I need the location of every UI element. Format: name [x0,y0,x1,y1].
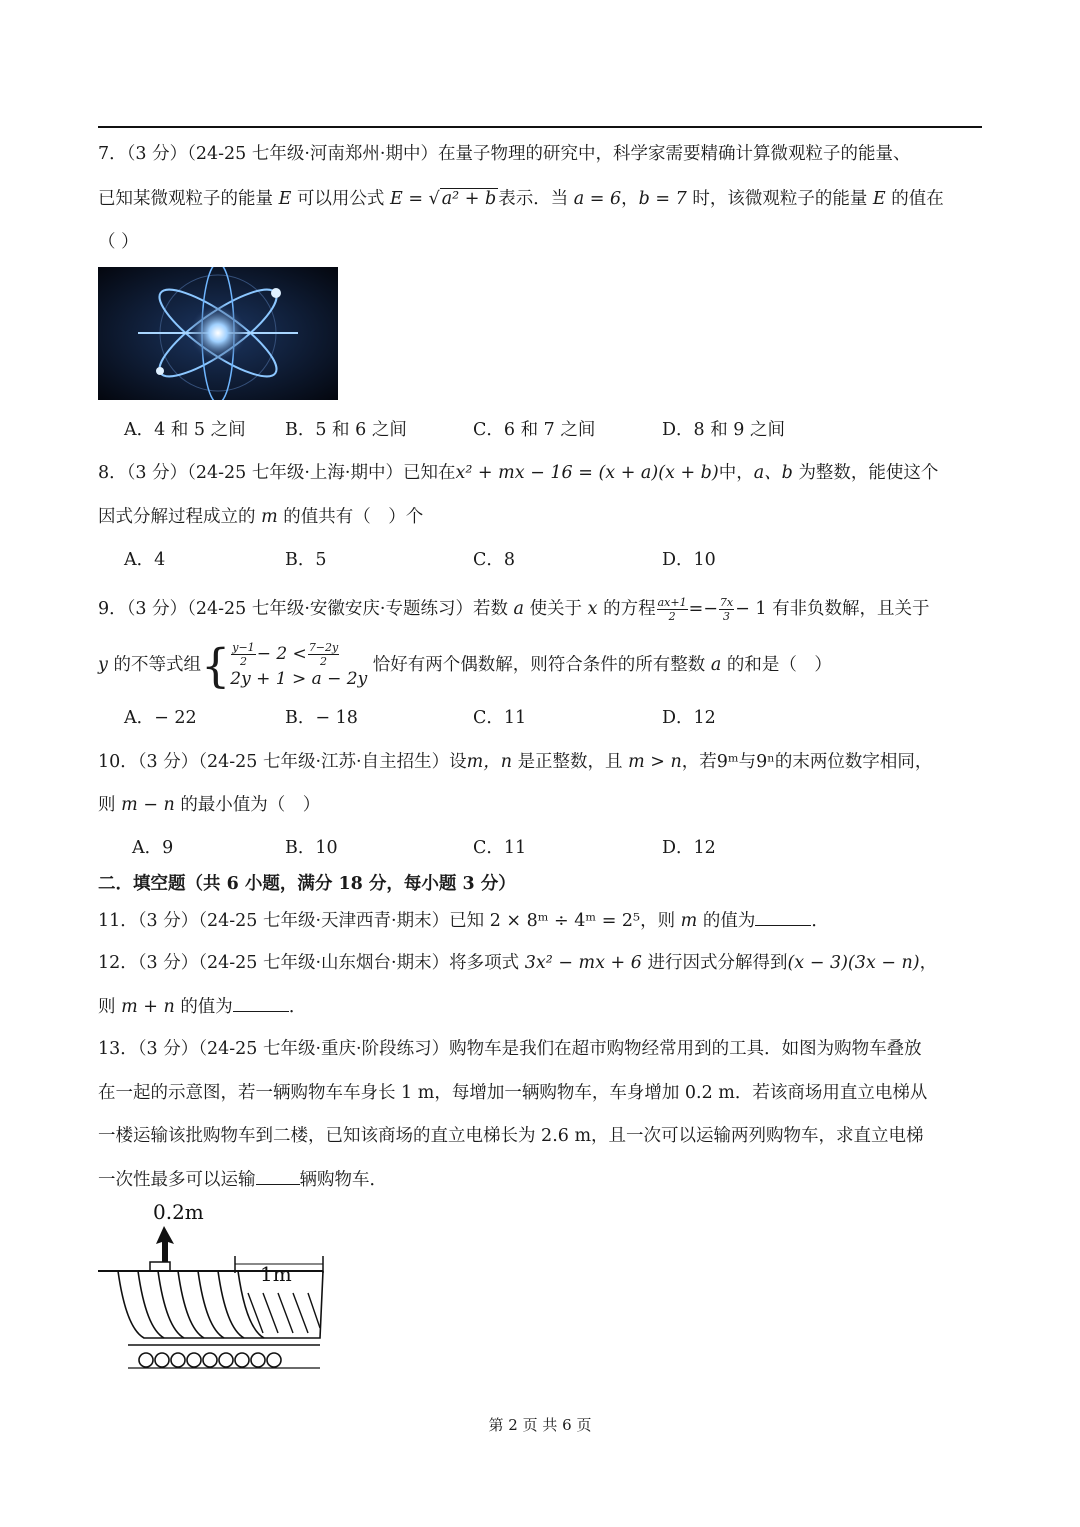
q8-option-b[interactable]: B．5 [285,550,327,570]
q8-line2: 因式分解过程成立的 m 的值共有（ ）个 [98,507,424,527]
q13-line4: 一次性最多可以运输 辆购物车． [98,1166,988,1193]
q8-line1: 8．（3 分）（24-25 七年级·上海·期中）已知在x² + mx − 16 = (x + a)(x + b)中，a、b 为整数，能使这个 [98,463,939,483]
q9-fraction-2: $\frac{7x}{3}$ [719,596,734,623]
q7-bracket: （ ） [98,232,139,252]
q9-line1: 9．（3 分）（24-25 七年级·安徽安庆·专题练习）若数 a 使关于 x 的方程 $\frac{ax+1}{2}$ =− $\frac{7x}{3}$ − 1 有非负数解，且关于 [98,596,930,623]
q11-answer-blank[interactable] [755,907,811,926]
q9-system-brace: { [200,638,231,693]
up-arrow-icon [156,1226,174,1262]
q8-option-d[interactable]: D．10 [662,550,716,570]
page-footer: 第 2 页 共 6 页 [488,1416,592,1434]
q9-option-c[interactable]: C．11 [473,708,527,728]
atom-image [98,267,338,400]
q13-answer-blank[interactable] [256,1166,300,1185]
q7-option-d[interactable]: D．8 和 9 之间 [662,420,785,440]
q9-option-a[interactable]: A．− 22 [124,708,197,728]
fig-label-1m: 1m [260,1262,292,1286]
q12-line1: 12．（3 分）（24-25 七年级·山东烟台·期末）将多项式 3x² − mx + 6 进行因式分解得到(x − 3)(3x − n)， [98,953,938,973]
q13-line1: 13．（3 分）（24-25 七年级·重庆·阶段练习）购物车是我们在超市购物经常用到的工具．如图为购物车叠放 [98,1039,922,1059]
q12-line2: 则 m + n 的值为 ． [98,993,988,1020]
q12-answer-blank[interactable] [233,993,289,1012]
q10-option-a[interactable]: A．9 [132,838,174,858]
q7-option-b[interactable]: B．5 和 6 之间 [285,420,407,440]
section-title-fill-blank: 二．填空题（共 6 小题，满分 18 分，每小题 3 分） [98,874,516,894]
q9-option-b[interactable]: B．− 18 [285,708,358,728]
header-rule [98,126,982,128]
fig-label-0.2m: 0.2m [153,1200,204,1224]
q8-option-c[interactable]: C．8 [473,550,516,570]
q10-line1: 10．（3 分）（24-25 七年级·江苏·自主招生）设m，n 是正整数，且 m > n，若9ᵐ与9ⁿ的末两位数字相同， [98,752,933,772]
q7-line2: 已知某微观粒子的能量 E 可以用公式 E = √ a² + b 表示．当 a = 6，b = 7 时，该微观粒子的能量 E 的值在 [98,189,944,209]
q7-option-c[interactable]: C．6 和 7 之间 [473,420,596,440]
q10-option-b[interactable]: B．10 [285,838,338,858]
q10-option-d[interactable]: D．12 [662,838,716,858]
q9-fraction-1: $\frac{ax+1}{2}$ [657,596,687,623]
q13-line3: 一楼运输该批购物车到二楼，已知该商场的直立电梯长为 2.6 m，且一次可以运输两列购物车，求直立电梯 [98,1126,924,1146]
q13-line2: 在一起的示意图，若一辆购物车车身长 1 m，每增加一辆购物车，车身增加 0.2 m．若该商场用直立电梯从 [98,1083,928,1103]
q8-option-a[interactable]: A．4 [124,550,166,570]
q7-option-a[interactable]: A．4 和 5 之间 [124,420,246,440]
q10-option-c[interactable]: C．11 [473,838,527,858]
q9-option-d[interactable]: D．12 [662,708,716,728]
q7-line1: 7．（3 分）（24-25 七年级·河南郑州·期中）在量子物理的研究中，科学家需要精确计算微观粒子的能量、 [98,144,911,164]
q10-line2: 则 m − n 的最小值为（ ） [98,795,321,815]
q9-line2: y 的不等式组{ $\frac{y-1}{2}$ − 2 < $\frac{7-2y}{2}$ 2y + 1 > a − 2y 恰好有两个偶数解，则符合条件的所有整数 a 的和是（ ） [98,638,832,693]
q9-inequality-system: $\frac{y-1}{2}$ − 2 < $\frac{7-2y}{2}$ 2y + 1 > a − 2y [230,641,368,689]
q11-line: 11．（3 分）（24-25 七年级·天津西青·期末）已知 2 × 8ᵐ ÷ 4ᵐ = 2⁵，则 m 的值为 ． [98,907,988,934]
shopping-cart-figure [98,1198,338,1378]
